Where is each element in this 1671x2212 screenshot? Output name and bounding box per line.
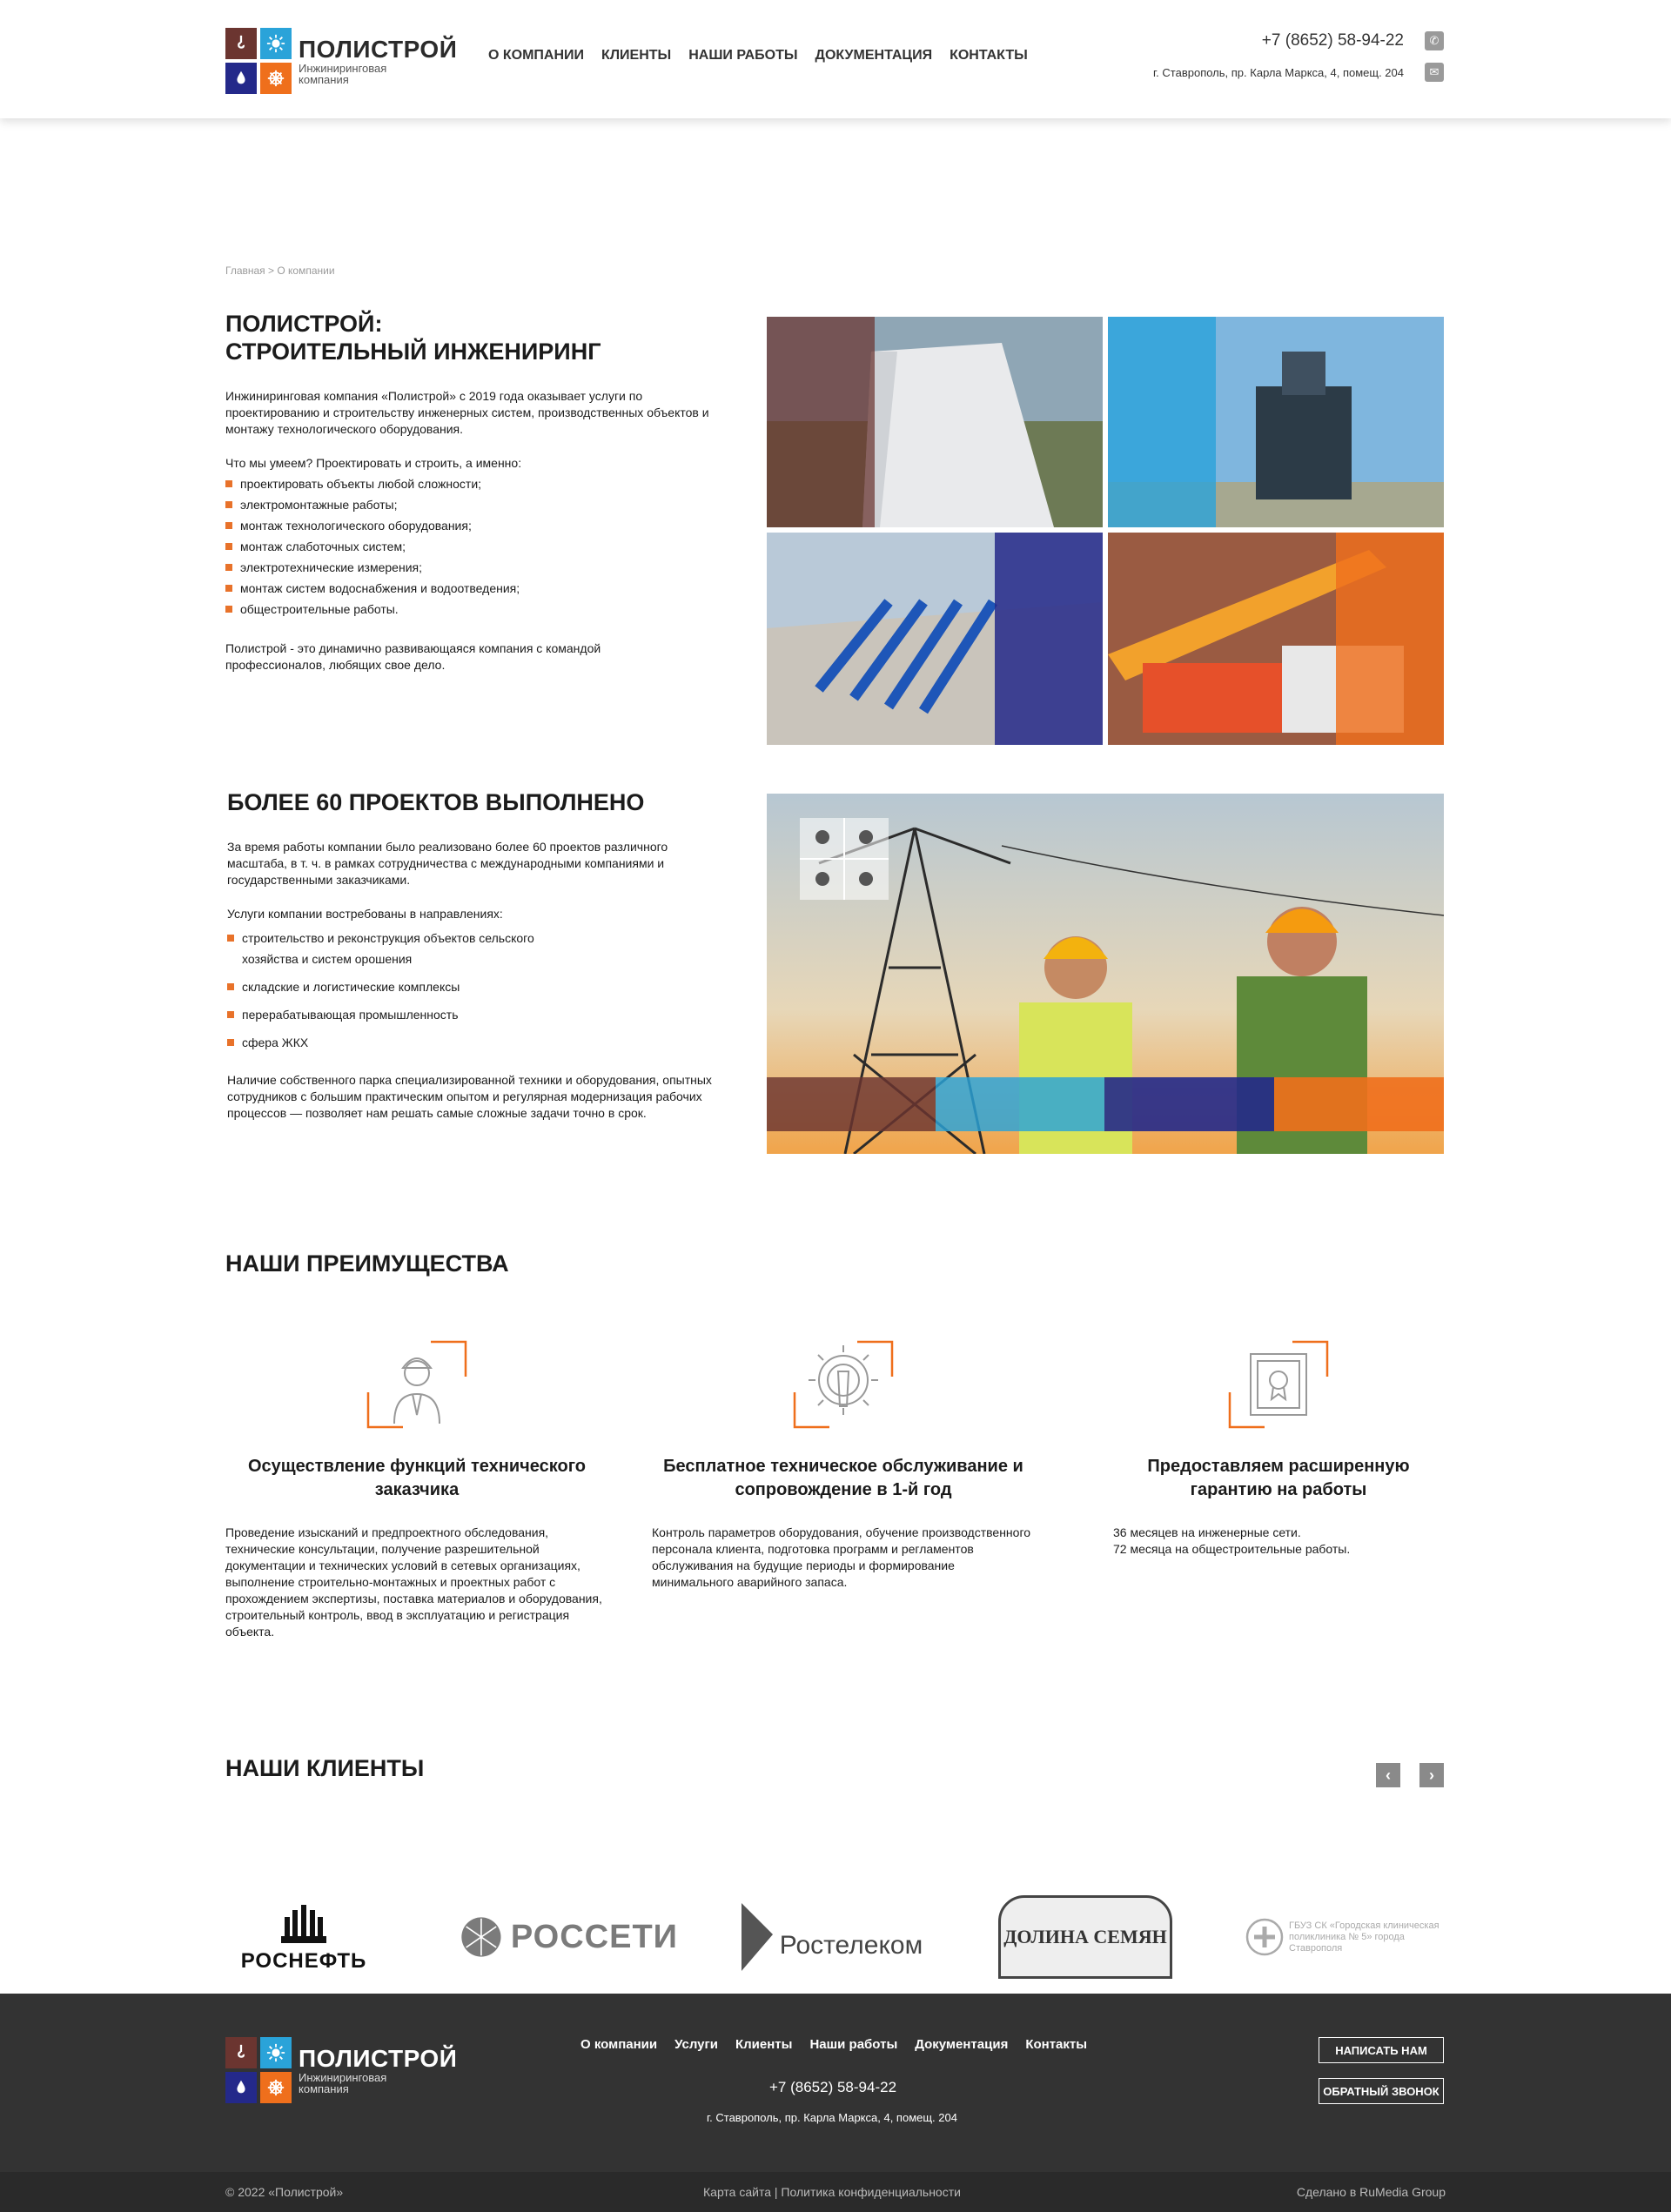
about-title-line2: СТРОИТЕЛЬНЫЙ ИНЖЕНИРИНГ	[225, 339, 601, 365]
nav-docs[interactable]: ДОКУМЕНТАЦИЯ	[815, 48, 933, 63]
breadcrumb[interactable]: Главная > О компании	[225, 265, 335, 277]
list-item: проектировать объекты любой сложности;	[225, 473, 713, 494]
logo-tiles	[225, 2037, 292, 2103]
advantage-card	[225, 1337, 608, 1640]
photo-engineers	[767, 794, 1444, 1154]
list-item: монтаж слаботочных систем;	[225, 536, 713, 557]
about-list	[225, 473, 713, 620]
footer-links[interactable]: Карта сайта | Политика конфиденциальности	[703, 2185, 961, 2199]
projects-title: БОЛЕЕ 60 ПРОЕКТОВ ВЫПОЛНЕНО	[227, 789, 645, 815]
advantage-desc: Проведение изысканий и предпроектного обследования, технические консультации, получение разрешительной документации и технических условий в сетевых организациях, выполнение строительно-монтажных и проектных работ с прохождением экспертизы, поставка материалов и оборудования, строительный контроль, ввод в эксплуатацию и регистрация объекта.	[225, 1525, 602, 1639]
clients-title: НАШИ КЛИЕНТЫ	[225, 1755, 425, 1781]
engineer-icon	[365, 1337, 469, 1432]
projects-intro: За время работы компании было реализовано более 60 проектов различного масштаба, в т. ч. в рамках сотрудничества с международными компаниями и государственными заказчиками.	[227, 840, 668, 887]
footer-address: г. Ставрополь, пр. Карла Маркса, 4, помещ. 204	[707, 2111, 957, 2124]
advantage-card	[652, 1337, 1035, 1591]
gear-wrench-icon	[791, 1337, 896, 1432]
projects-outro: Наличие собственного парка специализированной техники и оборудования, опытных сотрудников с большим практическим опытом и регулярная модернизация рабочих процессов — позволяет нам решать самые сложные задачи точно в срок.	[227, 1073, 712, 1120]
write-us-button[interactable]: НАПИСАТЬ НАМ	[1319, 2037, 1444, 2063]
projects-list	[227, 928, 715, 1053]
footer-nav-about[interactable]: О компании	[580, 2037, 658, 2052]
nav-contacts[interactable]: КОНТАКТЫ	[950, 48, 1028, 63]
phone-icon[interactable]: ✆	[1425, 31, 1444, 50]
advantage-title: Осуществление функций технического заказчика	[248, 1457, 586, 1499]
list-item: перерабатывающая промышленность	[227, 1004, 715, 1025]
list-item: монтаж систем водоснабжения и водоотведения;	[225, 578, 713, 599]
footer-logo-name: ПОЛИСТРОЙ	[299, 2045, 458, 2072]
clinic-emblem-icon	[1245, 1918, 1284, 1956]
made-by-link[interactable]: Сделано в RuMedia Group	[1296, 2185, 1446, 2199]
list-item: сфера ЖКХ	[227, 1032, 715, 1053]
mail-icon[interactable]: ✉	[1425, 63, 1444, 82]
about-title-line1: ПОЛИСТРОЙ:	[225, 311, 383, 337]
rosneft-emblem-icon	[278, 1901, 330, 1945]
drop-icon	[225, 2072, 257, 2103]
rostelecom-emblem-icon	[738, 1900, 776, 1974]
logo-subtitle: Инжиниринговая компания	[299, 62, 387, 86]
advantage-card	[1113, 1337, 1444, 1558]
about-intro: Инжиниринговая компания «Полистрой» с 2019 года оказывает услуги по проектированию и строительству инженерных систем, производственных объектов и монтажу технологического оборудования.	[225, 389, 709, 436]
clients-carousel	[225, 1876, 1461, 1998]
client-name: ГБУЗ СК «Городская клиническая поликлиника № 5» города Ставрополя	[1289, 1920, 1439, 1954]
advantage-title: Бесплатное техническое обслуживание и сопровождение в 1-й год	[663, 1457, 1023, 1499]
list-item: строительство и реконструкция объектов сельского хозяйства и систем орошения	[227, 928, 593, 969]
footer-nav-clients[interactable]: Клиенты	[735, 2037, 793, 2052]
list-item: электротехнические измерения;	[225, 557, 713, 578]
sun-icon	[260, 28, 292, 59]
site-header	[0, 0, 1671, 118]
sun-icon	[260, 2037, 292, 2068]
wheel-icon	[260, 2072, 292, 2103]
client-logo-polyclinic[interactable]	[1244, 1876, 1461, 1998]
advantage-title: Предоставляем расширенную гарантию на работы	[1147, 1457, 1410, 1499]
client-logo-rosseti[interactable]	[460, 1876, 678, 1998]
clients-section	[225, 1754, 1444, 2015]
photo-transformer	[1108, 317, 1444, 527]
advantage-desc: Контроль параметров оборудования, обучение производственного персонала клиента, подготовка программ и регламентов обслуживания на будущие периоды и формирование минимального аварийного запаса.	[652, 1525, 1031, 1589]
footer-phone[interactable]: +7 (8652) 58-94-22	[769, 2079, 897, 2095]
footer-bottom-bar	[0, 2172, 1671, 2212]
list-item: монтаж технологического оборудования;	[225, 515, 713, 536]
nav-clients[interactable]: КЛИЕНТЫ	[601, 48, 672, 63]
header-contacts	[1153, 31, 1444, 82]
client-name: ДОЛИНА СЕМЯН	[1003, 1926, 1167, 1947]
photo-pipes	[767, 533, 1103, 745]
footer-logo-subtitle: Инжиниринговая компания	[299, 2071, 387, 2095]
rosseti-emblem-icon	[460, 1906, 502, 1968]
client-name: РОСНЕФТЬ	[240, 1948, 367, 1973]
projects-section	[225, 788, 1444, 1154]
nav-about[interactable]: О КОМПАНИИ	[488, 48, 585, 63]
list-item: складские и логистические комплексы	[227, 976, 715, 997]
client-logo-dolina-semyan[interactable]	[997, 1876, 1174, 1998]
about-question: Что мы умеем? Проектировать и строить, а именно:	[225, 456, 522, 470]
logo-name: ПОЛИСТРОЙ	[299, 36, 458, 63]
header-phone[interactable]: +7 (8652) 58-94-22	[1261, 31, 1404, 50]
footer-nav	[580, 2037, 1087, 2052]
about-photo-grid	[767, 317, 1444, 745]
footer-nav-contacts[interactable]: Контакты	[1025, 2037, 1088, 2052]
footer-logo[interactable]	[225, 2037, 457, 2103]
crane-hook-icon	[225, 28, 257, 59]
advantages-title: НАШИ ПРЕИМУЩЕСТВА	[225, 1250, 509, 1277]
footer-nav-works[interactable]: Наши работы	[809, 2037, 898, 2052]
drop-icon	[225, 63, 257, 94]
callback-button[interactable]: ОБРАТНЫЙ ЗВОНОК	[1319, 2078, 1444, 2104]
footer-nav-docs[interactable]: Документация	[915, 2037, 1009, 2052]
advantage-desc: 36 месяцев на инженерные сети. 72 месяца на общестроительные работы.	[1113, 1525, 1351, 1556]
client-logo-rosneft[interactable]	[225, 1876, 382, 1998]
header-address: г. Ставрополь, пр. Карла Маркса, 4, помещ. 204	[1153, 65, 1404, 79]
carousel-next-button[interactable]: ›	[1419, 1763, 1444, 1787]
copyright: © 2022 «Полистрой»	[225, 2185, 344, 2199]
list-item: электромонтажные работы;	[225, 494, 713, 515]
wheel-icon	[260, 63, 292, 94]
photo-warehouse	[767, 317, 1103, 527]
photo-cranes	[1108, 533, 1444, 745]
projects-services-title: Услуги компании востребованы в направлениях:	[227, 907, 503, 921]
crane-hook-icon	[225, 2037, 257, 2068]
main-nav	[488, 48, 1028, 64]
logo-tiles	[225, 28, 292, 94]
about-outro: Полистрой - это динамично развивающаяся компания с командой профессионалов, любящих свое дело.	[225, 641, 601, 672]
about-section	[225, 310, 1444, 745]
client-name: Ростелеком	[779, 1931, 923, 1960]
carousel-prev-button[interactable]: ‹	[1376, 1763, 1400, 1787]
client-logo-rostelecom[interactable]	[721, 1876, 939, 1998]
certificate-icon	[1226, 1337, 1331, 1432]
client-name: РОССЕТИ	[510, 1918, 678, 1955]
advantages-section	[225, 1250, 1444, 1639]
nav-works[interactable]: НАШИ РАБОТЫ	[688, 48, 798, 63]
clients-carousel-controls	[1376, 1763, 1444, 1787]
logo[interactable]	[225, 28, 457, 94]
list-item: общестроительные работы.	[225, 599, 713, 620]
footer-nav-services[interactable]: Услуги	[674, 2037, 718, 2052]
